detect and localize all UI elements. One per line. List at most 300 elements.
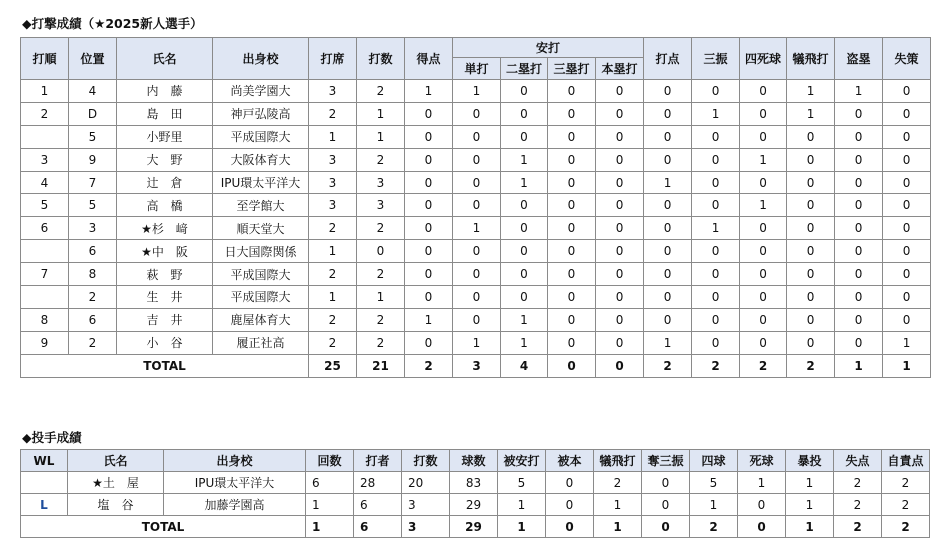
header-ab: 打数 (357, 38, 405, 80)
header-pa: 打席 (309, 38, 357, 80)
pitching-cell: 1 (594, 494, 642, 516)
cell-single: 0 (453, 240, 501, 263)
cell-name: 萩 野 (117, 263, 213, 286)
pitching-header-5: 打数 (402, 450, 450, 472)
cell-triple: 0 (548, 194, 596, 217)
cell-single: 0 (453, 148, 501, 171)
cell-order: 8 (21, 308, 69, 331)
cell-name: 生 井 (117, 286, 213, 309)
cell-order: 6 (21, 217, 69, 240)
pitching-table (20, 449, 930, 538)
cell-pa: 3 (309, 148, 357, 171)
cell-ab: 2 (357, 308, 405, 331)
cell-ab: 2 (357, 263, 405, 286)
cell-ab: 2 (357, 148, 405, 171)
cell-strikeouts: 0 (692, 80, 740, 103)
cell-ab: 3 (357, 171, 405, 194)
cell-position: 2 (69, 331, 117, 354)
pitching-total-cell: 1 (306, 516, 354, 538)
cell-runs: 1 (405, 80, 453, 103)
cell-school: 至学館大 (213, 194, 309, 217)
cell-homerun: 0 (596, 331, 644, 354)
cell-homerun: 0 (596, 194, 644, 217)
cell-errors: 0 (883, 80, 931, 103)
table-row (21, 125, 931, 148)
pitching-cell: 6 (354, 494, 402, 516)
cell-school: 鹿屋体育大 (213, 308, 309, 331)
cell-position: 2 (69, 286, 117, 309)
pitching-cell: IPU環太平洋大 (164, 472, 306, 494)
pitching-cell: 加藤学園高 (164, 494, 306, 516)
cell-single: 0 (453, 102, 501, 125)
cell-double: 1 (501, 148, 548, 171)
pitching-total-cell: 1 (498, 516, 546, 538)
cell-strikeouts: 0 (692, 125, 740, 148)
pitching-cell: 2 (594, 472, 642, 494)
cell-walks: 0 (740, 240, 787, 263)
pitching-header-11: 四球 (690, 450, 738, 472)
header-steals: 盗塁 (835, 38, 883, 80)
pitching-cell: 5 (690, 472, 738, 494)
cell-pa: 3 (309, 194, 357, 217)
pitching-cell: 2 (882, 472, 930, 494)
header-double: 二塁打 (501, 58, 548, 80)
cell-pa: 3 (309, 80, 357, 103)
cell-double: 1 (501, 308, 548, 331)
pitching-header-10: 奪三振 (642, 450, 690, 472)
cell-steals: 0 (835, 240, 883, 263)
header-errors: 失策 (883, 38, 931, 80)
table-row (21, 102, 931, 125)
cell-homerun: 0 (596, 217, 644, 240)
cell-pa: 1 (309, 286, 357, 309)
cell-sacrifice: 0 (787, 240, 835, 263)
table-row (21, 194, 931, 217)
cell-double: 0 (501, 194, 548, 217)
pitching-cell: 1 (306, 494, 354, 516)
cell-triple: 0 (548, 171, 596, 194)
total-walks: 2 (740, 354, 787, 377)
cell-errors: 0 (883, 308, 931, 331)
cell-runs: 0 (405, 263, 453, 286)
pitching-cell: 29 (450, 494, 498, 516)
pitching-cell: 1 (786, 494, 834, 516)
cell-sacrifice: 0 (787, 308, 835, 331)
cell-runs: 0 (405, 217, 453, 240)
pitching-total-row (21, 516, 930, 538)
total-label: TOTAL (21, 354, 309, 377)
cell-steals: 0 (835, 102, 883, 125)
header-strikeouts: 三振 (692, 38, 740, 80)
cell-order (21, 286, 69, 309)
cell-ab: 2 (357, 80, 405, 103)
pitching-cell: 0 (642, 494, 690, 516)
cell-rbi: 0 (644, 125, 692, 148)
pitching-section-title: ◆投手成績 (22, 430, 82, 445)
cell-position: 8 (69, 263, 117, 286)
table-row (21, 240, 931, 263)
cell-homerun: 0 (596, 80, 644, 103)
pitching-total-cell: 29 (450, 516, 498, 538)
cell-sacrifice: 0 (787, 194, 835, 217)
cell-runs: 0 (405, 102, 453, 125)
cell-position: 5 (69, 125, 117, 148)
cell-ab: 2 (357, 331, 405, 354)
pitching-header-13: 暴投 (786, 450, 834, 472)
cell-pa: 2 (309, 331, 357, 354)
header-name: 氏名 (117, 38, 213, 80)
cell-steals: 0 (835, 217, 883, 240)
cell-order: 4 (21, 171, 69, 194)
header-sacrifice: 犠飛打 (787, 38, 835, 80)
pitching-total-cell: 0 (642, 516, 690, 538)
cell-order (21, 125, 69, 148)
cell-rbi: 0 (644, 240, 692, 263)
cell-sacrifice: 0 (787, 148, 835, 171)
total-strikeouts: 2 (692, 354, 740, 377)
cell-runs: 0 (405, 240, 453, 263)
pitching-cell: 83 (450, 472, 498, 494)
cell-ab: 0 (357, 240, 405, 263)
cell-name: 島 田 (117, 102, 213, 125)
total-row (21, 354, 931, 377)
cell-position: 5 (69, 194, 117, 217)
cell-single: 0 (453, 263, 501, 286)
cell-strikeouts: 0 (692, 148, 740, 171)
cell-name: 小野里 (117, 125, 213, 148)
cell-walks: 0 (740, 217, 787, 240)
pitching-total-cell: 2 (882, 516, 930, 538)
cell-runs: 0 (405, 125, 453, 148)
cell-single: 0 (453, 171, 501, 194)
pitching-header-7: 被安打 (498, 450, 546, 472)
cell-rbi: 0 (644, 217, 692, 240)
cell-single: 0 (453, 286, 501, 309)
cell-strikeouts: 0 (692, 263, 740, 286)
cell-rbi: 0 (644, 194, 692, 217)
cell-position: 6 (69, 308, 117, 331)
cell-name: 吉 井 (117, 308, 213, 331)
cell-runs: 0 (405, 194, 453, 217)
table-row (21, 286, 931, 309)
pitching-total-cell: 2 (690, 516, 738, 538)
header-hits: 安打 (453, 38, 644, 58)
cell-homerun: 0 (596, 308, 644, 331)
cell-sacrifice: 0 (787, 286, 835, 309)
cell-single: 0 (453, 125, 501, 148)
cell-school: 平成国際大 (213, 263, 309, 286)
cell-ab: 3 (357, 194, 405, 217)
cell-name: 高 橋 (117, 194, 213, 217)
cell-order: 5 (21, 194, 69, 217)
cell-sacrifice: 0 (787, 125, 835, 148)
cell-strikeouts: 1 (692, 102, 740, 125)
cell-name: ★中 阪 (117, 240, 213, 263)
cell-school: 順天堂大 (213, 217, 309, 240)
cell-wl: L (21, 494, 68, 516)
cell-school: 大阪体育大 (213, 148, 309, 171)
pitching-total-cell: 0 (738, 516, 786, 538)
header-rbi: 打点 (644, 38, 692, 80)
pitching-total-cell: 1 (594, 516, 642, 538)
header-single: 単打 (453, 58, 501, 80)
cell-rbi: 1 (644, 331, 692, 354)
cell-sacrifice: 0 (787, 263, 835, 286)
cell-errors: 0 (883, 102, 931, 125)
pitching-row (21, 494, 930, 516)
batting-table (20, 37, 931, 378)
cell-school: 日大国際関係 (213, 240, 309, 263)
pitching-total-cell: 1 (786, 516, 834, 538)
pitching-total-cell: 0 (546, 516, 594, 538)
pitching-total-cell: 6 (354, 516, 402, 538)
cell-pa: 2 (309, 308, 357, 331)
cell-strikeouts: 0 (692, 194, 740, 217)
cell-double: 0 (501, 102, 548, 125)
cell-steals: 0 (835, 331, 883, 354)
cell-name: ★杉 﨑 (117, 217, 213, 240)
pitching-row (21, 472, 930, 494)
cell-errors: 1 (883, 331, 931, 354)
total-sacrifice: 2 (787, 354, 835, 377)
cell-order: 3 (21, 148, 69, 171)
cell-single: 1 (453, 331, 501, 354)
total-steals: 1 (835, 354, 883, 377)
table-row (21, 217, 931, 240)
pitching-cell: 1 (738, 472, 786, 494)
header-order: 打順 (21, 38, 69, 80)
pitching-cell: 0 (642, 472, 690, 494)
pitching-cell: 1 (690, 494, 738, 516)
cell-walks: 1 (740, 194, 787, 217)
pitching-cell: 2 (834, 494, 882, 516)
cell-runs: 1 (405, 308, 453, 331)
cell-homerun: 0 (596, 171, 644, 194)
cell-triple: 0 (548, 125, 596, 148)
table-row (21, 263, 931, 286)
cell-pa: 2 (309, 263, 357, 286)
cell-triple: 0 (548, 286, 596, 309)
cell-rbi: 0 (644, 148, 692, 171)
cell-errors: 0 (883, 171, 931, 194)
pitching-header-8: 被本 (546, 450, 594, 472)
cell-homerun: 0 (596, 102, 644, 125)
pitching-header-15: 自責点 (882, 450, 930, 472)
table-row (21, 331, 931, 354)
pitching-cell: 1 (786, 472, 834, 494)
cell-steals: 1 (835, 80, 883, 103)
header-position: 位置 (69, 38, 117, 80)
cell-runs: 0 (405, 171, 453, 194)
cell-pa: 3 (309, 171, 357, 194)
cell-single: 0 (453, 194, 501, 217)
cell-walks: 0 (740, 125, 787, 148)
cell-position: 4 (69, 80, 117, 103)
cell-pa: 1 (309, 125, 357, 148)
cell-walks: 0 (740, 102, 787, 125)
cell-steals: 0 (835, 286, 883, 309)
cell-walks: 0 (740, 308, 787, 331)
cell-strikeouts: 0 (692, 240, 740, 263)
cell-order: 2 (21, 102, 69, 125)
cell-runs: 0 (405, 331, 453, 354)
total-rbi: 2 (644, 354, 692, 377)
cell-runs: 0 (405, 148, 453, 171)
table-row (21, 308, 931, 331)
batting-section-title: ◆打撃成績（★2025新人選手） (22, 16, 203, 31)
cell-walks: 0 (740, 171, 787, 194)
cell-position: 7 (69, 171, 117, 194)
cell-rbi: 0 (644, 308, 692, 331)
cell-triple: 0 (548, 102, 596, 125)
cell-name: 内 藤 (117, 80, 213, 103)
total-runs: 2 (405, 354, 453, 377)
cell-homerun: 0 (596, 148, 644, 171)
cell-triple: 0 (548, 217, 596, 240)
cell-steals: 0 (835, 171, 883, 194)
cell-school: IPU環太平洋大 (213, 171, 309, 194)
cell-walks: 0 (740, 286, 787, 309)
cell-runs: 0 (405, 286, 453, 309)
cell-rbi: 0 (644, 102, 692, 125)
pitching-total-cell: 2 (834, 516, 882, 538)
cell-steals: 0 (835, 194, 883, 217)
total-triple: 0 (548, 354, 596, 377)
cell-pa: 2 (309, 102, 357, 125)
pitching-header-12: 死球 (738, 450, 786, 472)
table-row (21, 80, 931, 103)
cell-single: 1 (453, 80, 501, 103)
cell-strikeouts: 0 (692, 308, 740, 331)
header-runs: 得点 (405, 38, 453, 80)
cell-rbi: 1 (644, 171, 692, 194)
pitching-cell: 0 (546, 472, 594, 494)
cell-walks: 1 (740, 148, 787, 171)
header-homerun: 本塁打 (596, 58, 644, 80)
cell-walks: 0 (740, 80, 787, 103)
cell-position: 3 (69, 217, 117, 240)
cell-errors: 0 (883, 148, 931, 171)
cell-name: 大 野 (117, 148, 213, 171)
pitching-header-2: 出身校 (164, 450, 306, 472)
cell-homerun: 0 (596, 240, 644, 263)
cell-triple: 0 (548, 263, 596, 286)
pitching-header-4: 打者 (354, 450, 402, 472)
cell-homerun: 0 (596, 286, 644, 309)
pitching-cell: 6 (306, 472, 354, 494)
cell-double: 0 (501, 286, 548, 309)
cell-school: 平成国際大 (213, 125, 309, 148)
pitching-cell: 1 (498, 494, 546, 516)
cell-steals: 0 (835, 308, 883, 331)
pitching-total-cell: 3 (402, 516, 450, 538)
cell-school: 尚美学園大 (213, 80, 309, 103)
cell-order: 1 (21, 80, 69, 103)
cell-strikeouts: 0 (692, 171, 740, 194)
cell-double: 0 (501, 263, 548, 286)
pitching-cell: 0 (738, 494, 786, 516)
total-double: 4 (501, 354, 548, 377)
cell-double: 0 (501, 240, 548, 263)
total-pa: 25 (309, 354, 357, 377)
cell-position: 6 (69, 240, 117, 263)
cell-name: 辻 倉 (117, 171, 213, 194)
table-row (21, 148, 931, 171)
cell-rbi: 0 (644, 80, 692, 103)
cell-sacrifice: 0 (787, 171, 835, 194)
cell-order (21, 240, 69, 263)
header-walks: 四死球 (740, 38, 787, 80)
header-triple: 三塁打 (548, 58, 596, 80)
pitching-cell: 0 (546, 494, 594, 516)
cell-errors: 0 (883, 263, 931, 286)
cell-walks: 0 (740, 263, 787, 286)
cell-ab: 1 (357, 286, 405, 309)
pitching-cell: 塩 谷 (68, 494, 164, 516)
cell-walks: 0 (740, 331, 787, 354)
cell-wl (21, 472, 68, 494)
cell-steals: 0 (835, 125, 883, 148)
table-row (21, 171, 931, 194)
cell-homerun: 0 (596, 125, 644, 148)
cell-pa: 2 (309, 217, 357, 240)
pitching-header-6: 球数 (450, 450, 498, 472)
cell-pa: 1 (309, 240, 357, 263)
cell-ab: 1 (357, 125, 405, 148)
pitching-cell: 28 (354, 472, 402, 494)
cell-sacrifice: 0 (787, 217, 835, 240)
cell-school: 平成国際大 (213, 286, 309, 309)
cell-sacrifice: 1 (787, 80, 835, 103)
cell-steals: 0 (835, 263, 883, 286)
cell-school: 履正社高 (213, 331, 309, 354)
cell-homerun: 0 (596, 263, 644, 286)
pitching-header-0: WL (21, 450, 68, 472)
pitching-cell: ★土 屋 (68, 472, 164, 494)
pitching-header-1: 氏名 (68, 450, 164, 472)
cell-sacrifice: 1 (787, 102, 835, 125)
cell-errors: 0 (883, 217, 931, 240)
cell-triple: 0 (548, 80, 596, 103)
cell-order: 7 (21, 263, 69, 286)
pitching-cell: 20 (402, 472, 450, 494)
header-school: 出身校 (213, 38, 309, 80)
cell-ab: 2 (357, 217, 405, 240)
cell-triple: 0 (548, 308, 596, 331)
cell-triple: 0 (548, 240, 596, 263)
cell-double: 1 (501, 171, 548, 194)
pitching-cell: 2 (834, 472, 882, 494)
total-homerun: 0 (596, 354, 644, 377)
pitching-cell: 2 (882, 494, 930, 516)
cell-single: 0 (453, 308, 501, 331)
cell-strikeouts: 1 (692, 217, 740, 240)
total-single: 3 (453, 354, 501, 377)
pitching-cell: 3 (402, 494, 450, 516)
cell-double: 0 (501, 125, 548, 148)
pitching-header-14: 失点 (834, 450, 882, 472)
cell-name: 小 谷 (117, 331, 213, 354)
pitching-total-label: TOTAL (21, 516, 306, 538)
cell-position: 9 (69, 148, 117, 171)
cell-position: D (69, 102, 117, 125)
cell-errors: 0 (883, 194, 931, 217)
cell-school: 神戸弘陵高 (213, 102, 309, 125)
cell-triple: 0 (548, 331, 596, 354)
cell-strikeouts: 0 (692, 286, 740, 309)
total-errors: 1 (883, 354, 931, 377)
cell-steals: 0 (835, 148, 883, 171)
